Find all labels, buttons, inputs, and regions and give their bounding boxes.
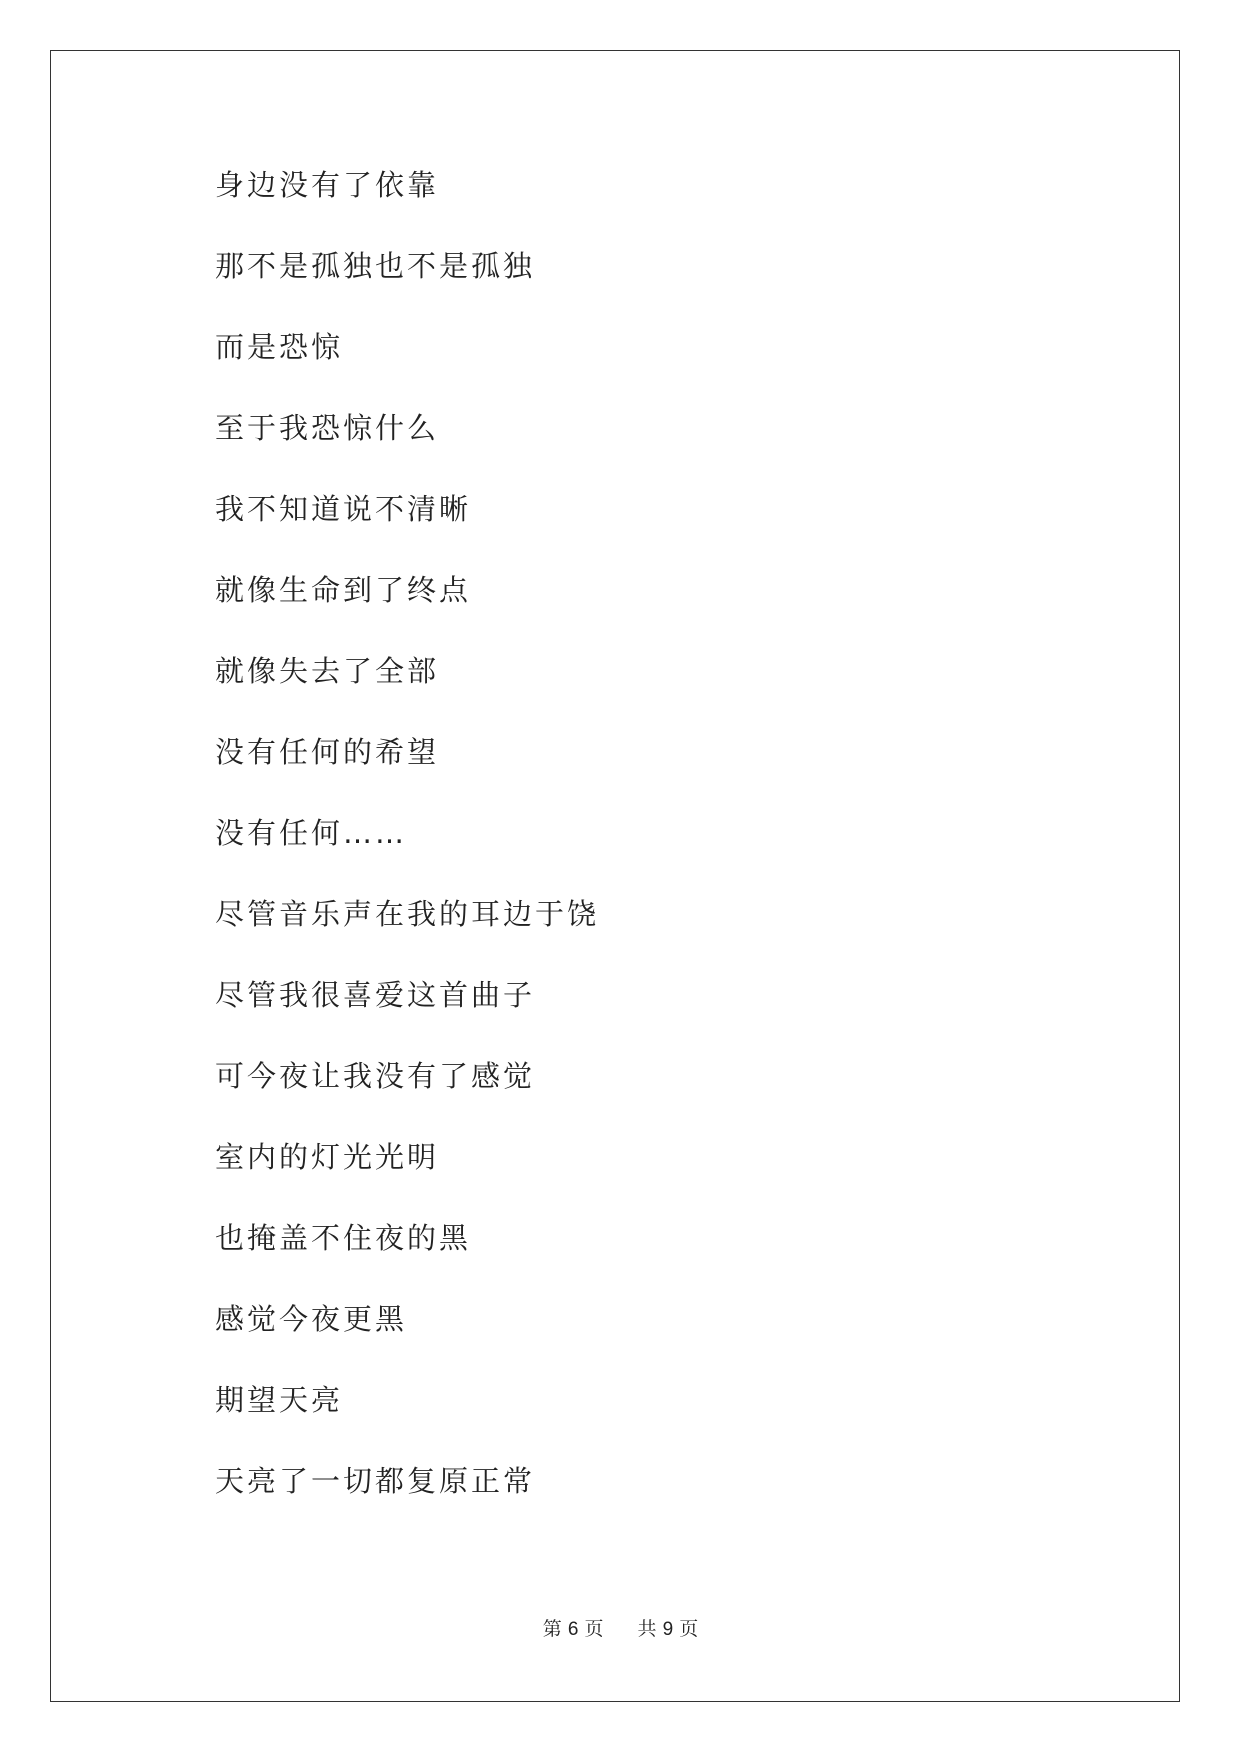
current-page: 6 xyxy=(567,1619,579,1640)
total-pages: 9 xyxy=(662,1619,674,1640)
poem-line: 可今夜让我没有了感觉 xyxy=(215,1059,536,1093)
poem-line: 没有任何的希望 xyxy=(215,735,440,769)
poem-line: 就像生命到了终点 xyxy=(215,573,472,607)
total-suffix: 页 xyxy=(679,1618,699,1640)
poem-line: 身边没有了依靠 xyxy=(215,168,440,202)
poem-line: 尽管音乐声在我的耳边于饶 xyxy=(215,897,600,931)
poem-line: 没有任何…… xyxy=(215,816,408,850)
poem-line: 期望天亮 xyxy=(215,1383,344,1417)
page-footer xyxy=(0,1614,1241,1641)
poem-line: 就像失去了全部 xyxy=(215,654,440,688)
page-number xyxy=(543,1618,610,1640)
poem-line: 也掩盖不住夜的黑 xyxy=(215,1221,472,1255)
poem-body xyxy=(215,166,599,1543)
poem-line: 尽管我很喜爱这首曲子 xyxy=(215,978,536,1012)
page-prefix: 第 xyxy=(542,1618,562,1640)
page-total xyxy=(638,1618,699,1640)
page-suffix: 页 xyxy=(584,1618,604,1640)
poem-line: 室内的灯光光明 xyxy=(215,1140,440,1174)
poem-line: 而是恐惊 xyxy=(215,330,344,364)
poem-line: 至于我恐惊什么 xyxy=(215,411,440,445)
poem-line: 我不知道说不清晰 xyxy=(215,492,472,526)
poem-line: 感觉今夜更黑 xyxy=(215,1302,408,1336)
total-prefix: 共 xyxy=(637,1618,657,1640)
poem-line: 那不是孤独也不是孤独 xyxy=(215,249,536,283)
poem-line: 天亮了一切都复原正常 xyxy=(215,1464,536,1498)
